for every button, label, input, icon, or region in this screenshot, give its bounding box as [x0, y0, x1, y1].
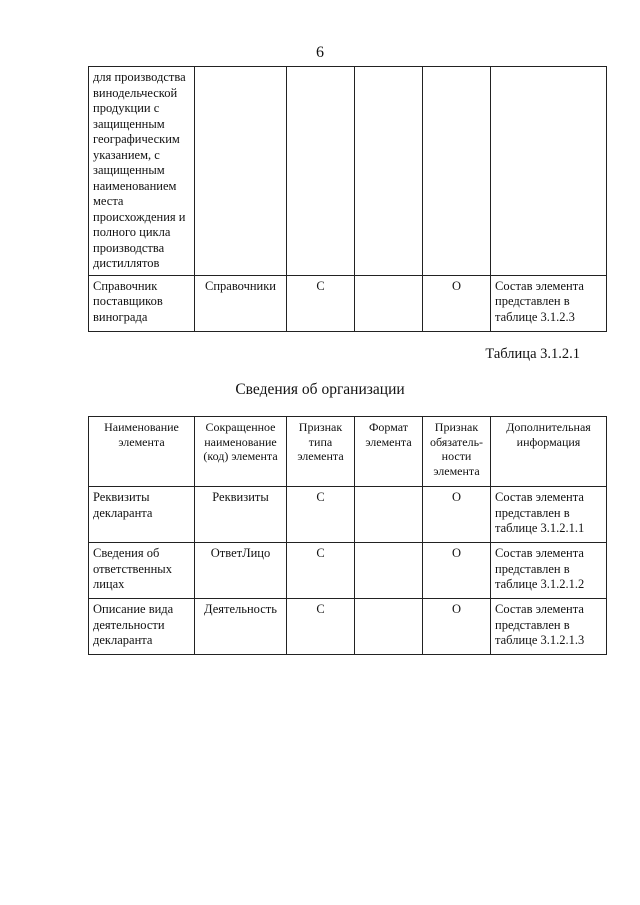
- cell-type: С: [287, 599, 355, 655]
- cell-type: С: [287, 543, 355, 599]
- cell-format: [355, 275, 423, 331]
- cell-type: С: [287, 275, 355, 331]
- cell-name: Описание вида деятельности декларанта: [89, 599, 195, 655]
- header-required: Признак обязатель-ности элемента: [423, 417, 491, 487]
- table-header-row: [89, 417, 607, 487]
- cell-code: Деятельность: [195, 599, 287, 655]
- cell-code: Реквизиты: [195, 487, 287, 543]
- cell-format: [355, 543, 423, 599]
- table-row: [89, 275, 607, 331]
- cell-name: для производства винодельческой продукции с защищенным географическим указанием, с защищенным наименованием места происхождения и полного цикла производства дистиллятов: [89, 67, 195, 276]
- cell-format: [355, 487, 423, 543]
- cell-format: [355, 599, 423, 655]
- header-type: Признак типа элемента: [287, 417, 355, 487]
- cell-name: Справочник поставщиков винограда: [89, 275, 195, 331]
- cell-required: О: [423, 487, 491, 543]
- cell-type: [287, 67, 355, 276]
- cell-name: Сведения об ответственных лицах: [89, 543, 195, 599]
- cell-code: ОтветЛицо: [195, 543, 287, 599]
- cell-required: О: [423, 599, 491, 655]
- cell-required: [423, 67, 491, 276]
- cell-info: Состав элемента представлен в таблице 3.1.2.3: [491, 275, 607, 331]
- continued-table: [88, 66, 607, 332]
- header-code: Сокращенное наименование (код) элемента: [195, 417, 287, 487]
- cell-format: [355, 67, 423, 276]
- cell-name: Реквизиты декларанта: [89, 487, 195, 543]
- cell-code: Справочники: [195, 275, 287, 331]
- cell-info: [491, 67, 607, 276]
- cell-code: [195, 67, 287, 276]
- cell-type: С: [287, 487, 355, 543]
- cell-required: О: [423, 275, 491, 331]
- page-number: 6: [316, 44, 324, 61]
- header-name: Наименование элемента: [89, 417, 195, 487]
- table-label: Таблица 3.1.2.1: [485, 346, 580, 362]
- cell-info: Состав элемента представлен в таблице 3.1.2.1.2: [491, 543, 607, 599]
- header-format: Формат элемента: [355, 417, 423, 487]
- table-row: [89, 543, 607, 599]
- section-title: Сведения об организации: [235, 381, 405, 398]
- cell-info: Состав элемента представлен в таблице 3.1.2.1.3: [491, 599, 607, 655]
- header-info: Дополнительная информация: [491, 417, 607, 487]
- cell-required: О: [423, 543, 491, 599]
- table-row: [89, 67, 607, 276]
- table-row: [89, 599, 607, 655]
- table-row: [89, 487, 607, 543]
- cell-info: Состав элемента представлен в таблице 3.1.2.1.1: [491, 487, 607, 543]
- organization-table: [88, 416, 607, 655]
